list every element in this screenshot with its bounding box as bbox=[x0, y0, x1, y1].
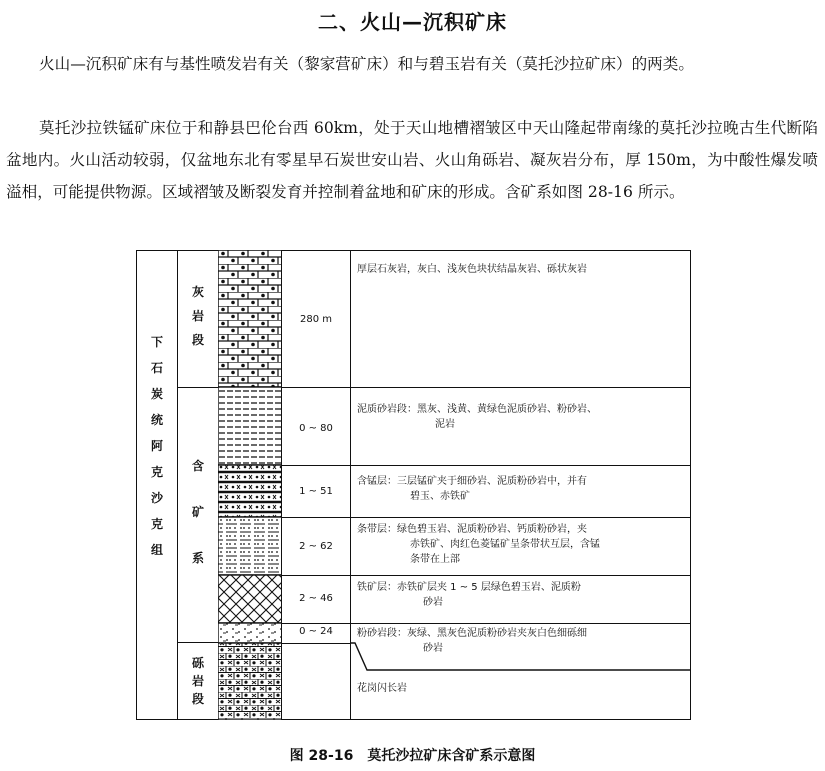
unit-char: 岩 bbox=[191, 309, 204, 323]
thickness-label: 0 ~ 80 bbox=[299, 423, 333, 434]
thickness-label: 0 ~ 24 bbox=[299, 626, 333, 637]
thickness-label: 280 m bbox=[299, 314, 332, 325]
unit-char: 含 bbox=[191, 459, 204, 473]
unit-char: 岩 bbox=[191, 674, 204, 688]
layer-description-limestone bbox=[357, 262, 687, 277]
description-line: 碧玉、赤铁矿 bbox=[410, 491, 470, 502]
lithology-iron-layer bbox=[218, 575, 282, 623]
lithology-column bbox=[218, 250, 282, 720]
figure-caption bbox=[0, 745, 825, 765]
formation-char: 炭 bbox=[150, 387, 163, 401]
description-line: 花岗闪长岩 bbox=[357, 683, 407, 694]
description-line: 砂岩 bbox=[423, 597, 443, 608]
description-line: 粉砂岩段：灰绿、黑灰色泥质粉砂岩夹灰白色细砾细 bbox=[357, 628, 587, 639]
lithology-mn-layer bbox=[218, 465, 282, 517]
layer-description-iron bbox=[357, 580, 687, 610]
unit-name-ore-bearing bbox=[188, 460, 208, 564]
description-line: 赤铁矿、肉红色菱锰矿呈条带状互层，含锰 bbox=[410, 539, 600, 550]
lithology-banded-layer bbox=[218, 517, 282, 575]
formation-char: 统 bbox=[150, 413, 163, 427]
formation-char: 沙 bbox=[150, 491, 163, 505]
layer-divider bbox=[281, 387, 691, 388]
unit-char: 灰 bbox=[191, 285, 204, 299]
layer-divider bbox=[281, 465, 691, 466]
lithology-conglomerate bbox=[218, 643, 282, 720]
formation-char: 组 bbox=[150, 543, 163, 557]
paragraph-2: 莫托沙拉铁锰矿床位于和静县巴伦台西 60km，处于天山地槽褶皱区中天山隆起带南缘的莫托沙拉晚古生代断陷盆地内。火山活动较弱，仅盆地东北有零星早石炭世安山岩、火山角砾岩、凝灰岩分布，厚 150m，为中酸性爆发喷溢相，可能提供物源。区域褶皱及断裂发育并控制着盆地和矿床的形成。含矿系如图 28-16 所示。 bbox=[6, 119, 818, 201]
thickness-label: 2 ~ 62 bbox=[299, 541, 333, 552]
unit-char: 系 bbox=[191, 551, 204, 565]
layer-divider bbox=[281, 575, 691, 576]
layer-divider bbox=[281, 623, 691, 624]
paragraph-1: 火山—沉积矿床有与基性喷发岩有关（黎家营矿床）和与碧玉岩有关（莫托沙拉矿床）的两类。 bbox=[39, 55, 694, 73]
layer-divider bbox=[281, 643, 351, 644]
thickness-label: 2 ~ 46 bbox=[299, 593, 333, 604]
description-line: 厚层石灰岩，灰白、浅灰色块状结晶灰岩、砾状灰岩 bbox=[357, 264, 587, 275]
layer-description-banded bbox=[357, 522, 687, 567]
formation-char: 克 bbox=[150, 465, 163, 479]
figure-caption-number: 图 28-16 bbox=[289, 748, 354, 764]
description-line: 泥岩 bbox=[435, 419, 455, 430]
lithology-siltstone bbox=[218, 623, 282, 643]
formation-char: 克 bbox=[150, 517, 163, 531]
formation-char: 石 bbox=[150, 361, 163, 375]
description-line: 泥质砂岩段：黑灰、浅黄、黄绿色泥质砂岩、粉砂岩、 bbox=[357, 404, 597, 415]
figure-caption-text: 莫托沙拉矿床含矿系示意图 bbox=[367, 748, 536, 764]
layer-description-granodiorite bbox=[357, 681, 687, 696]
description-line: 砂岩 bbox=[423, 643, 443, 654]
unit-char: 矿 bbox=[191, 505, 204, 519]
layer-description-siltstone bbox=[357, 626, 687, 656]
unit-char: 段 bbox=[191, 333, 204, 347]
unit-name-limestone bbox=[188, 286, 208, 346]
layer-description-mn bbox=[357, 474, 687, 504]
unit-name-conglomerate bbox=[188, 657, 208, 705]
unit-char: 砾 bbox=[191, 656, 204, 670]
formation-char: 阿 bbox=[150, 439, 163, 453]
description-line: 条带在上部 bbox=[410, 554, 460, 565]
layer-divider bbox=[281, 517, 691, 518]
section-title: 二、火山—沉积矿床 bbox=[318, 10, 507, 34]
lithology-limestone bbox=[218, 250, 282, 387]
formation-name bbox=[146, 336, 168, 556]
description-line: 含锰层：三层锰矿夹于细砂岩、泥质粉砂岩中，并有 bbox=[357, 476, 587, 487]
formation-char: 下 bbox=[150, 335, 163, 349]
lithology-sandstone bbox=[218, 387, 282, 465]
unit-char: 段 bbox=[191, 692, 204, 706]
layer-description-sandstone bbox=[357, 402, 687, 432]
description-line: 铁矿层：赤铁矿层夹 1 ~ 5 层绿色碧玉岩、泥质粉 bbox=[357, 582, 581, 593]
thickness-label: 1 ~ 51 bbox=[299, 486, 333, 497]
description-line: 条带层：绿色碧玉岩、泥质粉砂岩、钙质粉砂岩，夹 bbox=[357, 524, 587, 535]
